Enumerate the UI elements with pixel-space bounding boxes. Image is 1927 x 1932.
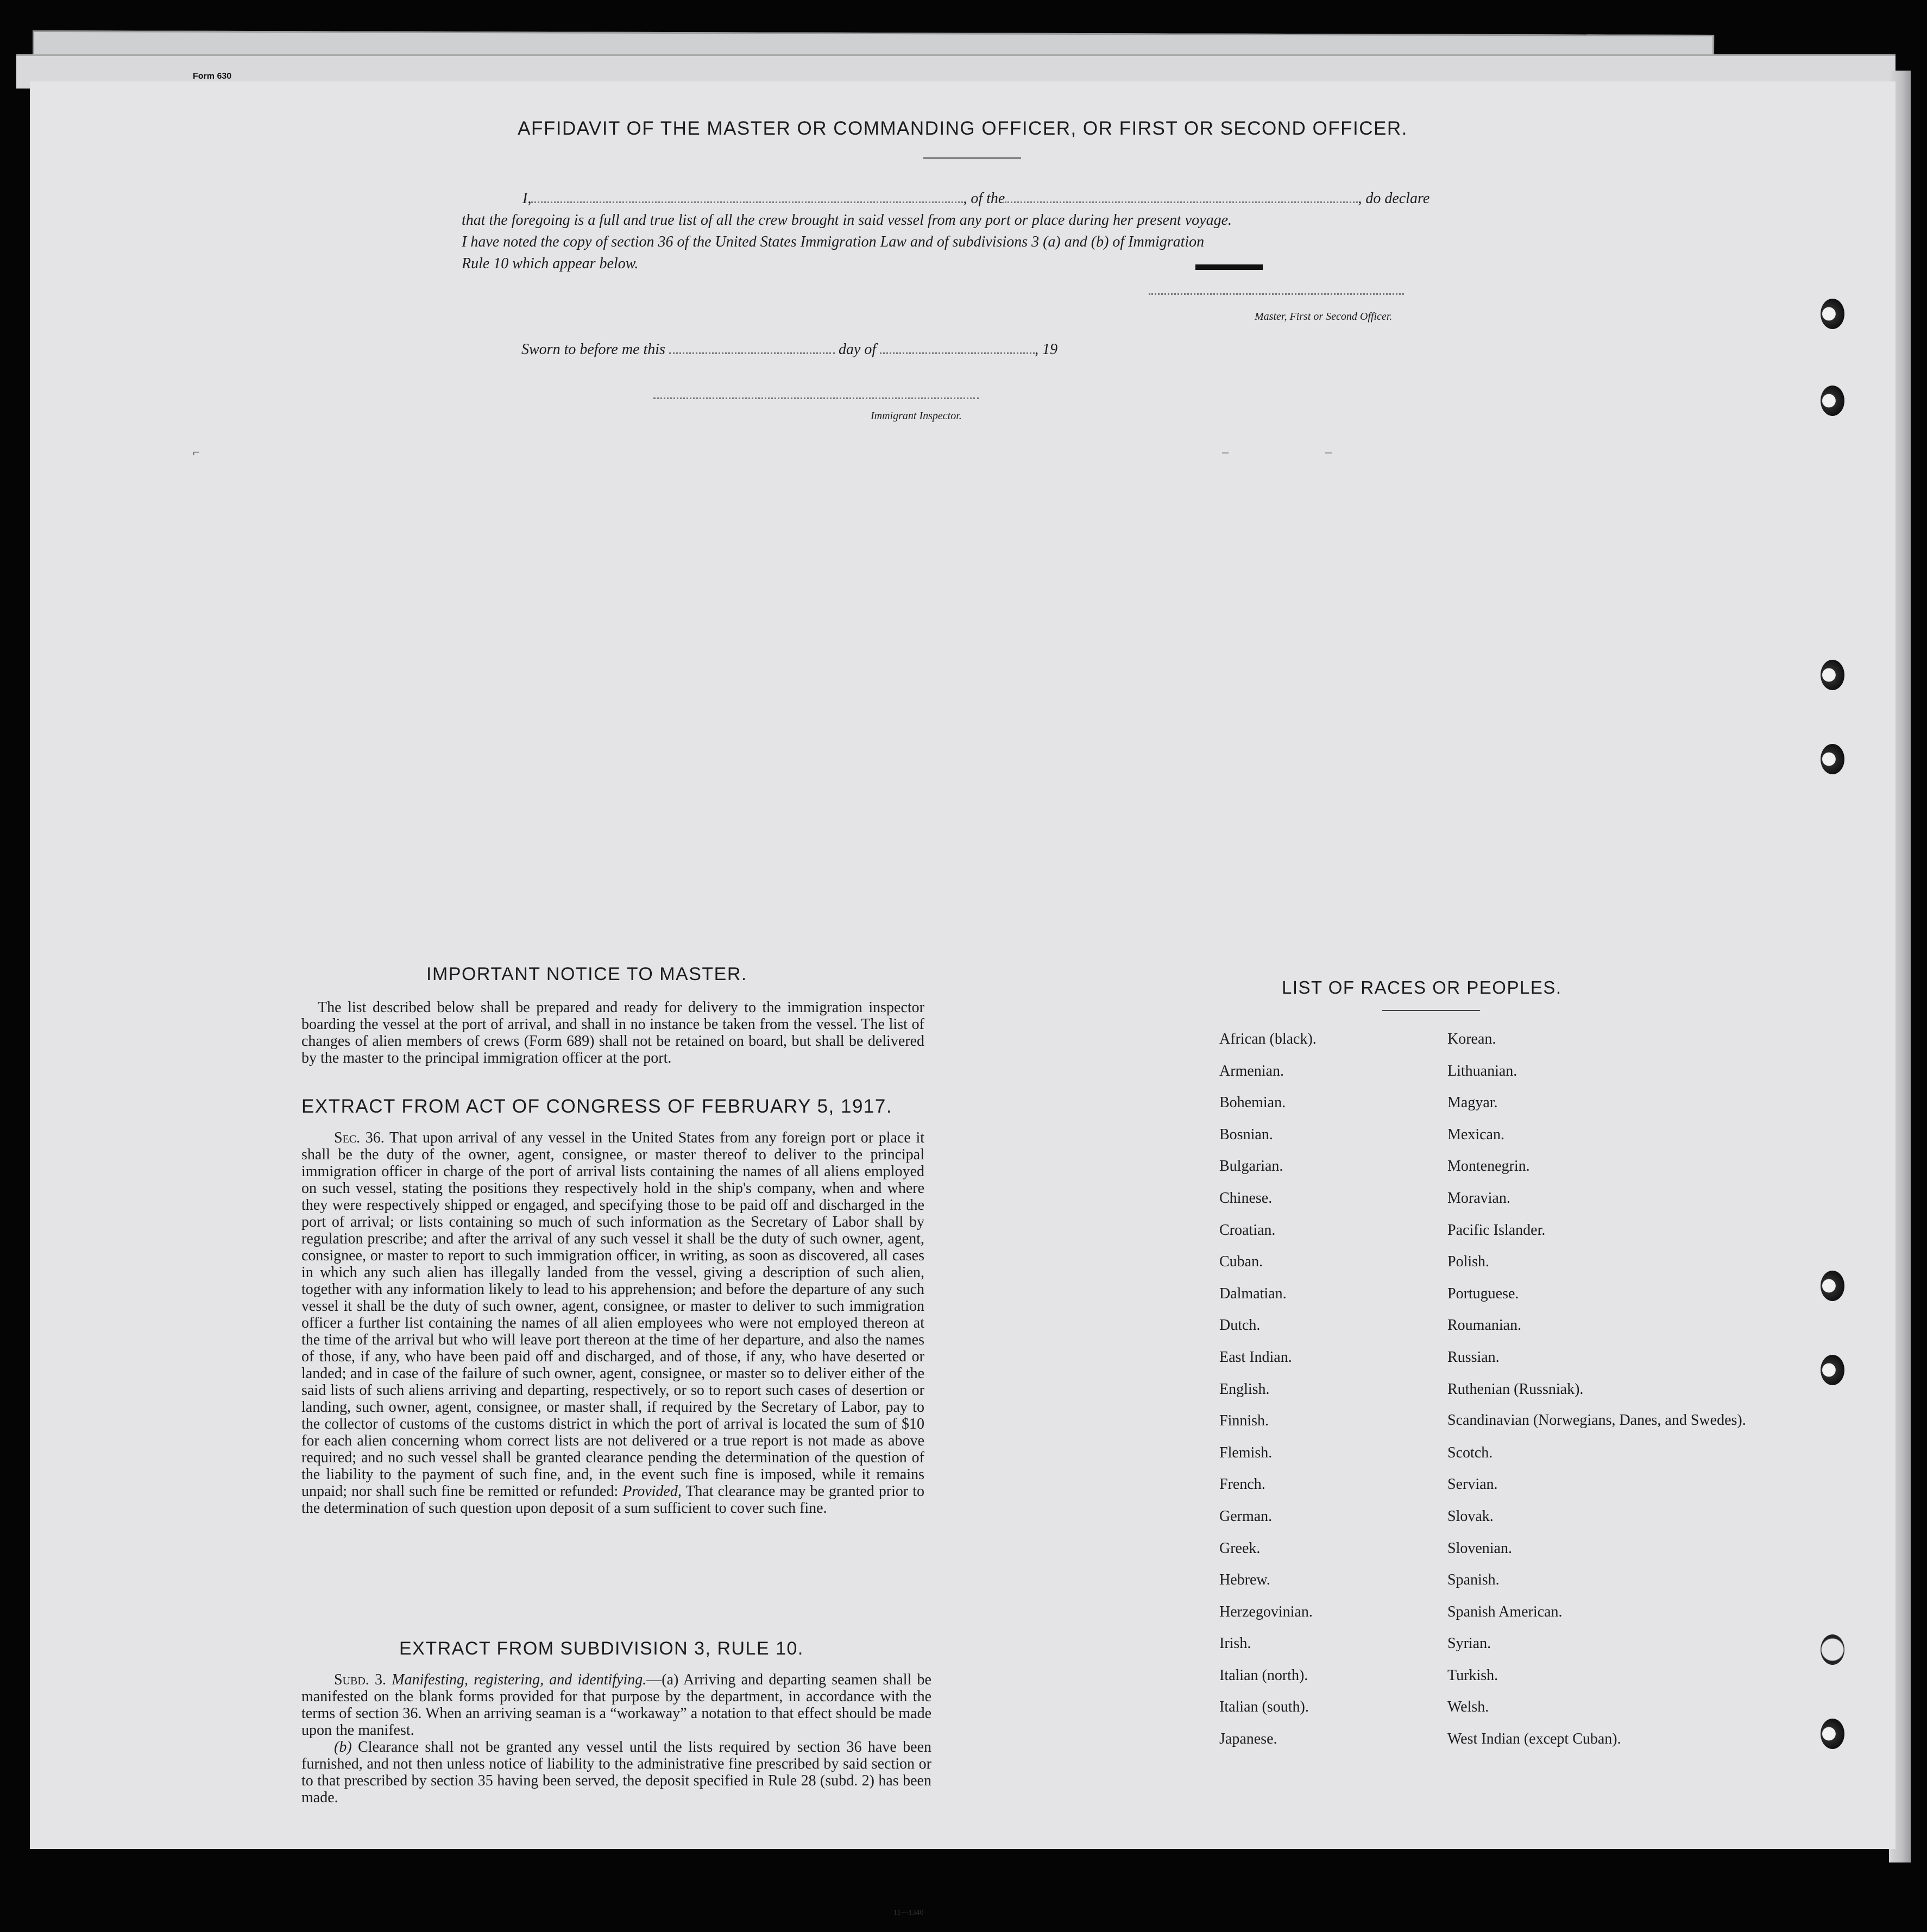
race-item: Spanish American. — [1447, 1603, 1563, 1620]
rule-extract-title: EXTRACT FROM SUBDIVISION 3, RULE 10. — [399, 1638, 804, 1659]
ghost-mark: ⌐ — [193, 445, 200, 459]
ghost-mark: – — [1222, 445, 1229, 459]
race-item: Polish. — [1447, 1253, 1490, 1271]
race-item: Cuban. — [1219, 1253, 1263, 1271]
race-item: West Indian (except Cuban). — [1447, 1731, 1621, 1748]
race-item: Bosnian. — [1219, 1126, 1273, 1143]
race-item: Magyar. — [1447, 1094, 1498, 1112]
race-item: Bohemian. — [1219, 1094, 1286, 1112]
form-number: Form 630 — [193, 72, 232, 81]
race-item: Flemish. — [1219, 1444, 1273, 1461]
section-36-text: That upon arrival of any vessel in the United States from any foreign port or place it shall be the duty of the owner, agent, consignee, or master thereof to deliver to the principal immigration officer in charge of the port of arrival lists containing the names of all aliens employed on such vessel, stating the positions they respectively hold in the ship's company, when and where they were respectively shipped or engaged, and specifying those to be paid off and discharged in the port of arrival; or lists containing so much of such information as the Secretary of Labor shall by regulation prescribe; and after the arrival of any such vessel it shall be the duty of such owner, agent, consignee, or master to report to such immigration officer, in writing, as soon as discovered, all cases in which any such alien has illegally landed from the vessel, giving a description of such alien, together with any information likely to lead to his apprehension; and before the departure of any such vessel it shall be the duty of such owner, agent, consignee, or master to deliver to such immigration officer a further list containing the names of all alien employees who were not employed thereon at the time of the arrival but who will leave port thereon at the time of her departure, and also the names of those, if any, who have been paid off and discharged, and of those, if any, who have deserted or landed; and in case of the failure of such owner, agent, consignee, or master so to deliver either of the said lists of such aliens arriving and departing, respectively, or so to report such cases of desertion or landing, such owner, agent, consignee, or master shall, if required by the Secretary of Labor, pay to the collector of customs of the customs district in which the port of arrival is located the sum of $10 for each alien concerning whom correct lists are not delivered or a true report is not made as above required; and no such vessel shall be granted clearance pending the determination of the question of the liability to the payment of such fine, and, in the event such fine is imposed, while it remains unpaid; nor shall such fine be remitted or refunded: — [301, 1129, 924, 1500]
ghost-mark: – — [1325, 445, 1332, 459]
race-item: Servian. — [1447, 1476, 1498, 1493]
race-item: Ruthenian (Russniak). — [1447, 1380, 1584, 1398]
redaction-mark — [1195, 264, 1263, 270]
race-item: Mexican. — [1447, 1126, 1504, 1143]
do-declare-text: , do declare — [1358, 190, 1430, 207]
races-title-rule — [1382, 1010, 1480, 1011]
race-item: Japanese. — [1219, 1731, 1277, 1748]
subdivision-part-a: —(a) Arriving and departing seamen shall be manifested on the blank forms provided for that purpose by the department, in accordance with the terms of section 36. When an arriving seaman is a “workaway” a notation to that effect should be made upon the manifest. — [301, 1671, 931, 1739]
race-item: Turkish. — [1447, 1666, 1498, 1684]
race-item: English. — [1219, 1380, 1270, 1398]
inspector-signature-field[interactable] — [653, 397, 979, 399]
affidavit-line-3: I have noted the copy of section 36 of the United States Immigration Law and of subdivisions 3 (a) and (b) of Immigration — [462, 233, 1205, 250]
provided-label: Provided, — [622, 1483, 682, 1500]
race-item: Bulgarian. — [1219, 1158, 1283, 1175]
race-item: Russian. — [1447, 1348, 1500, 1366]
punch-hole — [1821, 744, 1844, 774]
punch-hole — [1821, 1271, 1844, 1301]
race-item: Herzegovinian. — [1219, 1603, 1313, 1620]
race-item: Pacific Islander. — [1447, 1221, 1546, 1239]
race-item: Irish. — [1219, 1635, 1251, 1652]
punch-hole — [1821, 1634, 1844, 1665]
year-prefix: , 19 — [1035, 341, 1058, 358]
punch-hole — [1821, 299, 1844, 329]
sworn-prefix: Sworn to before me this — [521, 341, 665, 358]
race-item: Korean. — [1447, 1031, 1496, 1047]
of-the-text: , of the — [963, 190, 1005, 207]
punch-hole — [1821, 660, 1844, 690]
sworn-month-field[interactable] — [880, 352, 1035, 354]
races-title: LIST OF RACES OR PEOPLES. — [1282, 977, 1562, 997]
race-item: Slovenian. — [1447, 1539, 1512, 1557]
races-grid — [1219, 1024, 1746, 1756]
race-item: Greek. — [1219, 1539, 1261, 1557]
section-label: Sec. 36. — [334, 1129, 385, 1146]
notice-title: IMPORTANT NOTICE TO MASTER. — [426, 964, 747, 984]
race-item: Montenegrin. — [1447, 1158, 1530, 1175]
race-item: Italian (north). — [1219, 1666, 1308, 1684]
race-item: Welsh. — [1447, 1699, 1489, 1716]
act-extract-text — [301, 1129, 924, 1517]
title-rule — [923, 157, 1021, 159]
punch-hole — [1821, 1719, 1844, 1749]
sworn-line — [521, 341, 1057, 358]
subdivision-label: Subd. 3. — [334, 1671, 387, 1688]
master-signature-field[interactable] — [1149, 293, 1404, 295]
affidavit-title: AFFIDAVIT OF THE MASTER OR COMMANDING OFFICER, OR FIRST OR SECOND OFFICER. — [518, 118, 1408, 139]
race-item: Armenian. — [1219, 1062, 1284, 1079]
race-item: Scotch. — [1447, 1444, 1493, 1461]
affidavit-line-4: Rule 10 which appear below. — [462, 255, 639, 272]
declarant-prefix: I, — [522, 190, 532, 207]
rule-extract-text — [301, 1671, 931, 1806]
race-item: Italian (south). — [1219, 1699, 1309, 1716]
inspector-signature-label: Immigrant Inspector. — [871, 410, 962, 422]
vessel-name-field[interactable] — [1005, 201, 1358, 203]
day-of-text: day of — [838, 341, 877, 358]
race-item: Hebrew. — [1219, 1571, 1270, 1589]
race-item: Spanish. — [1447, 1571, 1500, 1589]
subdivision-part-b: Clearance shall not be granted any vessel until the lists required by section 36 have been furnished, and not then unless notice of liability to the administrative fine prescribed by said section or to that prescribed by section 35 having been served, the deposit specified in Rule 28 (subd. 2) has been made. — [301, 1739, 932, 1806]
race-item: French. — [1219, 1476, 1265, 1493]
race-item: Croatian. — [1219, 1221, 1276, 1239]
notice-paragraph: The list described below shall be prepared and ready for delivery to the immigration inspector boarding the vessel at the port of arrival, and shall in no instance be taken from the vessel. The list of changes of alien members of crews (Form 689) shall not be retained on board, but shall be delivered by the master to the principal immigration officer at the port. — [301, 999, 924, 1066]
part-b-label: (b) — [334, 1739, 352, 1756]
sworn-day-field[interactable] — [669, 352, 835, 354]
race-item: Syrian. — [1447, 1635, 1491, 1652]
punch-hole — [1821, 386, 1844, 416]
punch-hole — [1821, 1355, 1844, 1385]
act-extract-title: EXTRACT FROM ACT OF CONGRESS OF FEBRUARY 5, 1917. — [301, 1096, 893, 1117]
declarant-name-field[interactable] — [531, 201, 963, 203]
affidavit-line-2: that the foregoing is a full and true list of all the crew brought in said vessel from any port or place during her present voyage. — [462, 212, 1232, 229]
declarant-line — [522, 190, 1429, 207]
race-item: African (black). — [1219, 1031, 1317, 1047]
provided-text: That clearance may be granted prior to the determination of such question upon deposit of a sum sufficient to cover such fine. — [301, 1483, 925, 1517]
manifest-page — [30, 81, 1895, 1917]
race-item: Lithuanian. — [1447, 1062, 1517, 1079]
race-item: Moravian. — [1447, 1189, 1510, 1207]
race-item: Dutch. — [1219, 1317, 1261, 1334]
master-signature-label: Master, First or Second Officer. — [1255, 311, 1393, 323]
printer-code: 11—1340 — [893, 1909, 924, 1917]
race-item: East Indian. — [1219, 1348, 1292, 1366]
race-item: Chinese. — [1219, 1189, 1273, 1207]
race-item: Portuguese. — [1447, 1285, 1519, 1302]
subdivision-heading: Manifesting, registering, and identifying. — [392, 1671, 647, 1688]
race-item: Dalmatian. — [1219, 1285, 1287, 1302]
notice-text — [301, 999, 924, 1066]
races-list — [1219, 1024, 1746, 1756]
race-item: Finnish. — [1219, 1412, 1269, 1430]
race-item: Slovak. — [1447, 1507, 1494, 1525]
race-item: German. — [1219, 1507, 1273, 1525]
race-item: Roumanian. — [1447, 1317, 1522, 1334]
race-item: Scandinavian (Norwegians, Danes, and Swedes). — [1447, 1412, 1746, 1429]
